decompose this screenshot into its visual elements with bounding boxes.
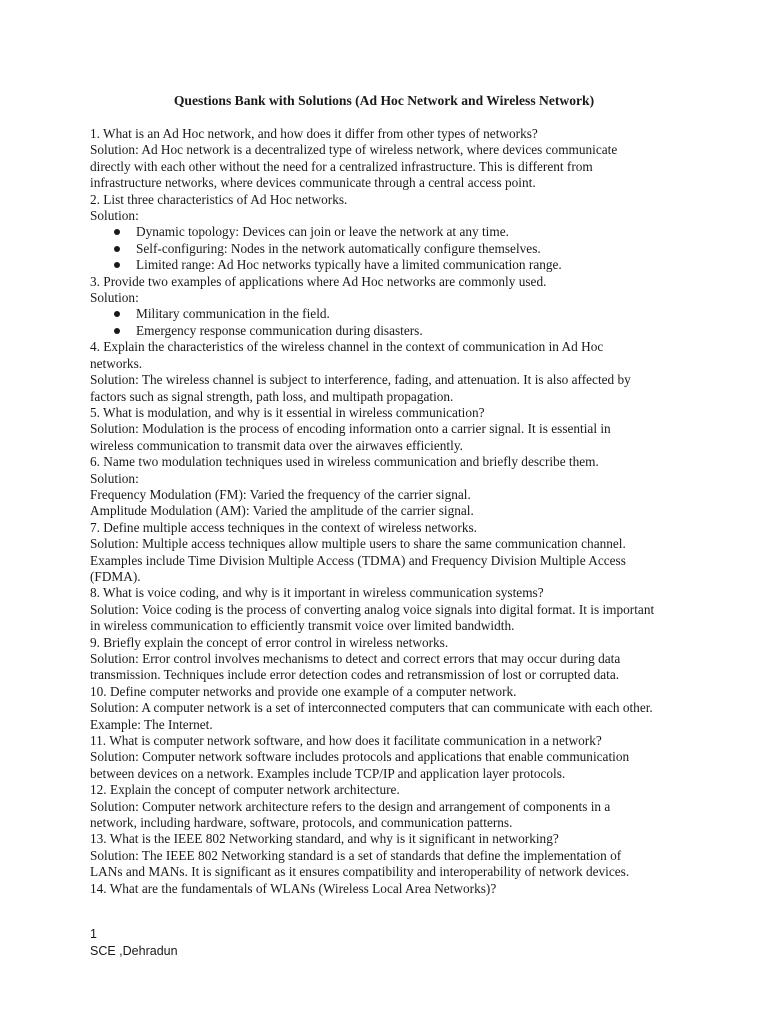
text-line: network, including hardware, software, protocols, and communication patterns. xyxy=(90,815,513,831)
text-line: 12. Explain the concept of computer network architecture. xyxy=(90,782,400,798)
text-line: 14. What are the fundamentals of WLANs (Wireless Local Area Networks)? xyxy=(90,880,497,896)
text-line: Solution: Modulation is the process of encoding information onto a carrier signal. It is essential in xyxy=(90,421,611,437)
bullet-item: Dynamic topology: Devices can join or leave the network at any time. xyxy=(90,224,690,240)
text-line: 7. Define multiple access techniques in the context of wireless networks. xyxy=(90,519,477,535)
bullet-item: Limited range: Ad Hoc networks typically have a limited communication range. xyxy=(90,257,690,273)
text-line: Solution: A computer network is a set of interconnected computers that can communicate with each other. xyxy=(90,700,653,716)
text-line: Solution: Computer network software includes protocols and applications that enable communication xyxy=(90,749,630,765)
bullet-list-characteristics xyxy=(90,224,690,273)
text-block-q1-q2 xyxy=(90,126,690,224)
text-line: Solution: Ad Hoc network is a decentralized type of wireless network, where devices communicate xyxy=(90,142,618,158)
text-line: transmission. Techniques include error detection codes and retransmission of lost or corrupted data. xyxy=(90,667,620,683)
bullet-item: Emergency response communication during disasters. xyxy=(90,323,690,339)
text-line: 10. Define computer networks and provide one example of a computer network. xyxy=(90,683,517,699)
document-body xyxy=(90,126,690,897)
text-line: 2. List three characteristics of Ad Hoc networks. xyxy=(90,191,348,207)
text-line: Solution: xyxy=(90,208,139,224)
text-block-q3 xyxy=(90,274,690,307)
text-line: Frequency Modulation (FM): Varied the frequency of the carrier signal. xyxy=(90,486,471,502)
text-line: Amplitude Modulation (AM): Varied the amplitude of the carrier signal. xyxy=(90,503,474,519)
text-line: 8. What is voice coding, and why is it important in wireless communication systems? xyxy=(90,585,544,601)
text-line: wireless communication to transmit data over the airwaves efficiently. xyxy=(90,437,463,453)
bullet-item: Military communication in the field. xyxy=(90,306,690,322)
text-line: Solution: xyxy=(90,290,139,306)
page-number: 1 xyxy=(90,927,97,941)
page-footer xyxy=(90,926,178,959)
text-line: Solution: Computer network architecture refers to the design and arrangement of components in a xyxy=(90,798,611,814)
bullet-list-applications xyxy=(90,306,690,339)
text-line: 13. What is the IEEE 802 Networking standard, and why is it significant in networking? xyxy=(90,831,559,847)
text-line: in wireless communication to efficiently transmit voice over limited bandwidth. xyxy=(90,618,515,634)
text-line: 4. Explain the characteristics of the wireless channel in the context of communication in Ad Hoc xyxy=(90,339,604,355)
text-line: 1. What is an Ad Hoc network, and how does it differ from other types of networks? xyxy=(90,126,538,141)
text-line: (FDMA). xyxy=(90,568,141,584)
page-title: Questions Bank with Solutions (Ad Hoc Network and Wireless Network) xyxy=(173,93,595,108)
text-line: directly with each other without the need for a centralized infrastructure. This is different from xyxy=(90,158,593,174)
text-line: 5. What is modulation, and why is it essential in wireless communication? xyxy=(90,404,485,420)
text-line: Solution: The wireless channel is subject to interference, fading, and attenuation. It is also affected by xyxy=(90,372,631,388)
text-block-q4-q14 xyxy=(90,339,690,897)
footer-institution: SCE ,Dehradun xyxy=(90,943,178,958)
text-line: Solution: The IEEE 802 Networking standard is a set of standards that define the implementation of xyxy=(90,847,622,863)
text-line: Solution: Error control involves mechanisms to detect and correct errors that may occur during data xyxy=(90,651,621,666)
text-line: 9. Briefly explain the concept of error control in wireless networks. xyxy=(90,634,449,650)
text-line: Solution: Multiple access techniques allow multiple users to share the same communication channel. xyxy=(90,536,626,552)
text-line: 3. Provide two examples of applications where Ad Hoc networks are commonly used. xyxy=(90,273,547,289)
text-line: infrastructure networks, where devices communicate through a central access point. xyxy=(90,175,536,191)
text-line: between devices on a network. Examples include TCP/IP and application layer protocols. xyxy=(90,765,566,781)
text-line: LANs and MANs. It is significant as it ensures compatibility and interoperability of network devices. xyxy=(90,864,630,880)
text-line: Example: The Internet. xyxy=(90,716,213,732)
text-line: 6. Name two modulation techniques used in wireless communication and briefly describe them. xyxy=(90,454,599,470)
text-line: factors such as signal strength, path loss, and multipath propagation. xyxy=(90,388,454,404)
text-line: Examples include Time Division Multiple Access (TDMA) and Frequency Division Multiple Access xyxy=(90,552,626,568)
bullet-item: Self-configuring: Nodes in the network automatically configure themselves. xyxy=(90,241,690,257)
text-line: 11. What is computer network software, and how does it facilitate communication in a network? xyxy=(90,733,602,749)
text-line: networks. xyxy=(90,355,143,371)
text-line: Solution: Voice coding is the process of converting analog voice signals into digital format. It is important xyxy=(90,601,655,617)
text-line: Solution: xyxy=(90,470,139,486)
